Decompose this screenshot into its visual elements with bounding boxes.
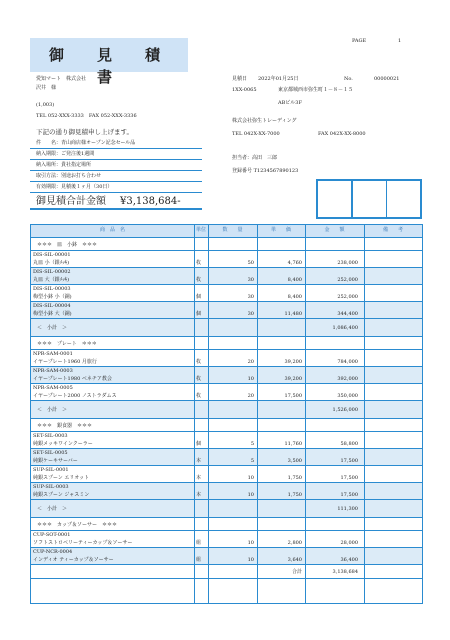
condition-value: 貴社指定場所 (61, 162, 92, 168)
item-code: DIS-SIL-00002 (33, 269, 71, 275)
condition-row (36, 151, 94, 158)
item-unit: 個 (196, 311, 202, 317)
issuer-fax: FAX 042X-XX-8000 (318, 131, 366, 137)
item-code: CUP-NCR-0004 (33, 549, 73, 555)
item-qty: 10 (247, 557, 254, 563)
group-name: ＊＊＊ 銀食器 ＊＊＊ (37, 423, 93, 429)
condition-label: 有効期限： (36, 184, 62, 190)
item-amount: 784,000 (337, 359, 358, 365)
item-name: 純銀スプーン ジャスミン (33, 492, 90, 498)
item-unit: 本 (196, 475, 202, 481)
item-amount: 17,500 (340, 492, 358, 498)
issuer-tel: TEL 042X-XX-7000 (232, 131, 280, 137)
condition-underline (30, 159, 202, 160)
header-product: 商 品 名 (99, 227, 125, 233)
page-label: PAGE (352, 38, 367, 44)
item-price: 11,480 (284, 311, 302, 317)
item-amount: 344,400 (337, 311, 358, 317)
quote-date: 2022年01月25日 (258, 76, 299, 82)
subtotal-label: ＜ 小計 ＞ (37, 407, 68, 413)
condition-value: ご発注後1週間 (61, 151, 95, 157)
item-unit: 組 (196, 557, 202, 563)
condition-label: 取引方法： (36, 173, 62, 179)
issuer-address1: 東京都城西市弥生町１－８－１５ (278, 87, 354, 93)
item-qty: 5 (250, 441, 254, 447)
item-price: 11,760 (284, 441, 302, 447)
quote-table (30, 224, 423, 604)
item-qty: 50 (247, 260, 254, 266)
condition-underline (30, 181, 202, 182)
item-price: 4,760 (287, 260, 302, 266)
column-divider (364, 225, 365, 603)
document-title: 御 見 積 書 (48, 46, 194, 86)
condition-row (36, 184, 112, 191)
group-name: ＊＊＊ プレート ＊＊＊ (37, 341, 97, 347)
item-code: DIS-SIL-00003 (33, 286, 71, 292)
item-amount: 58,800 (340, 441, 358, 447)
group-name: ＊＊＊ カップ＆ソーサー ＊＊＊ (37, 522, 117, 528)
item-qty: 10 (247, 475, 254, 481)
item-amount: 392,000 (337, 376, 358, 382)
page-number: 1 (398, 38, 402, 44)
header-unit: 単位 (195, 227, 206, 233)
item-amount: 350,000 (337, 393, 358, 399)
subtotal-amount: 111,300 (337, 506, 358, 512)
condition-underline (30, 192, 202, 193)
column-divider (305, 225, 306, 603)
condition-row (36, 162, 91, 169)
item-name: 純銀ケーキサーバー (33, 458, 78, 464)
item-name: 丸皿 大（銀ﾒｯｷ) (33, 277, 70, 283)
item-qty: 30 (247, 277, 254, 283)
condition-underline (30, 148, 202, 149)
total-amount: 3,138,684 (332, 569, 358, 575)
item-price: 39,200 (284, 376, 302, 382)
item-unit: 個 (196, 294, 202, 300)
client-person: 沢井 様 (36, 85, 57, 91)
stamp-box-1 (317, 180, 352, 218)
item-price: 8,400 (287, 277, 302, 283)
item-name: 梅型小鉢 小（銅) (33, 294, 72, 300)
stamp-box-3 (386, 180, 421, 218)
column-divider (194, 225, 195, 603)
header-notes: 備 考 (382, 227, 403, 233)
client-company: 愛知マート 株式会社 (36, 76, 87, 82)
item-amount: 17,500 (340, 458, 358, 464)
issuer-staff: 担当者：高田 三郎 (232, 155, 278, 161)
item-unit: 枚 (196, 359, 202, 365)
item-code: SET-SIL-0003 (33, 433, 68, 439)
item-code: SET-SIL-0005 (33, 450, 68, 456)
condition-row (36, 173, 101, 180)
condition-value: 見積後１ヶ月（30日） (61, 184, 113, 190)
item-unit: 枚 (196, 260, 202, 266)
item-amount: 17,500 (340, 475, 358, 481)
item-qty: 10 (247, 540, 254, 546)
item-code: NPR-SAM-0005 (33, 385, 73, 391)
item-amount: 28,000 (340, 540, 358, 546)
item-qty: 30 (247, 294, 254, 300)
item-price: 17,500 (284, 393, 302, 399)
item-unit: 本 (196, 492, 202, 498)
issuer-address2: ABビル3F (278, 100, 302, 106)
item-qty: 10 (247, 492, 254, 498)
item-unit: 組 (196, 540, 202, 546)
grand-total-label: 御見積合計金額 (36, 196, 106, 207)
condition-label: 件 名： (36, 140, 62, 146)
item-unit: 枚 (196, 393, 202, 399)
item-amount: 238,000 (337, 260, 358, 266)
item-name: ソフトストロベリーティーカップ＆ソーサー (33, 540, 133, 546)
column-divider (208, 225, 209, 603)
condition-row (36, 140, 135, 147)
item-price: 2,800 (287, 540, 302, 546)
item-qty: 5 (250, 458, 254, 464)
quote-date-label: 見積日 (232, 76, 248, 82)
subtotal-amount: 1,526,000 (332, 407, 358, 413)
column-divider (257, 225, 258, 603)
group-name: ＊＊＊ 皿 小鉢 ＊＊＊ (37, 242, 98, 248)
item-code: DIS-SIL-00004 (33, 303, 71, 309)
item-price: 8,400 (287, 294, 302, 300)
condition-underline (30, 170, 202, 171)
header-qty: 数 量 (222, 227, 243, 233)
item-unit: 個 (196, 441, 202, 447)
item-price: 3,640 (287, 557, 302, 563)
item-code: CUP-SOT-0001 (33, 532, 71, 538)
item-amount: 252,000 (337, 294, 358, 300)
item-amount: 36,400 (340, 557, 358, 563)
header-price: 単 価 (270, 227, 291, 233)
item-name: 純銀スプーン エリオット (33, 475, 90, 481)
subtotal-label: ＜ 小計 ＞ (37, 325, 68, 331)
grand-total-value: ¥3,138,684- (120, 196, 181, 207)
greeting: 下記の通り御見積申し上げます。 (36, 128, 133, 136)
item-code: DIS-SIL-00001 (33, 252, 71, 258)
condition-value: 青山商店様オープン記念セール品 (61, 140, 136, 146)
stamp-box-2 (352, 180, 387, 218)
client-tel-fax: TEL 052-XXX-3333 FAX 052-XXX-3336 (36, 113, 137, 119)
condition-label: 納入期限： (36, 151, 62, 157)
item-amount: 252,000 (337, 277, 358, 283)
item-name: イヤープレート2000 ノストラダムス (33, 393, 117, 399)
item-code: SUP-SIL-0003 (33, 484, 69, 490)
subtotal-amount: 1,086,400 (332, 325, 358, 331)
quote-no: 00000021 (374, 76, 400, 82)
item-code: NPR-SAM-0001 (33, 351, 73, 357)
item-unit: 枚 (196, 277, 202, 283)
header-amount: 金 額 (324, 227, 345, 233)
issuer-postal: 1XX-0065 (232, 87, 257, 93)
item-price: 3,500 (287, 458, 302, 464)
item-qty: 30 (247, 311, 254, 317)
item-unit: 本 (196, 458, 202, 464)
item-price: 1,750 (287, 492, 302, 498)
item-qty: 20 (247, 359, 254, 365)
item-qty: 20 (247, 393, 254, 399)
total-label: 合計 (291, 569, 302, 575)
subtotal-label: ＜ 小計 ＞ (37, 506, 68, 512)
quote-no-label: No. (344, 76, 353, 82)
item-price: 1,750 (287, 475, 302, 481)
item-name: 梅型小鉢 大（銅) (33, 311, 72, 317)
item-code: SUP-SIL-0001 (33, 467, 69, 473)
item-price: 39,200 (284, 359, 302, 365)
item-name: イヤープレート1960 月旅行 (33, 359, 97, 365)
item-qty: 10 (247, 376, 254, 382)
item-name: 丸皿 小（銀ﾒｯｷ) (33, 260, 70, 266)
item-name: イヤープレート1980 ベネチア教会 (33, 376, 112, 382)
condition-label: 納入場所： (36, 162, 62, 168)
condition-value: 別途お打ち合わせ (61, 173, 102, 179)
item-name: インディオ ティーカップ＆ソーサー (33, 557, 114, 563)
client-code: (1,003) (36, 102, 55, 108)
issuer-company: 株式会社弥生トレーディング (232, 118, 297, 124)
issuer-registration: 登録番号 T1234567890123 (232, 168, 299, 174)
item-code: NPR-SAM-0003 (33, 368, 73, 374)
item-unit: 枚 (196, 376, 202, 382)
item-name: 純銀メッキワインクーラー (33, 441, 93, 447)
